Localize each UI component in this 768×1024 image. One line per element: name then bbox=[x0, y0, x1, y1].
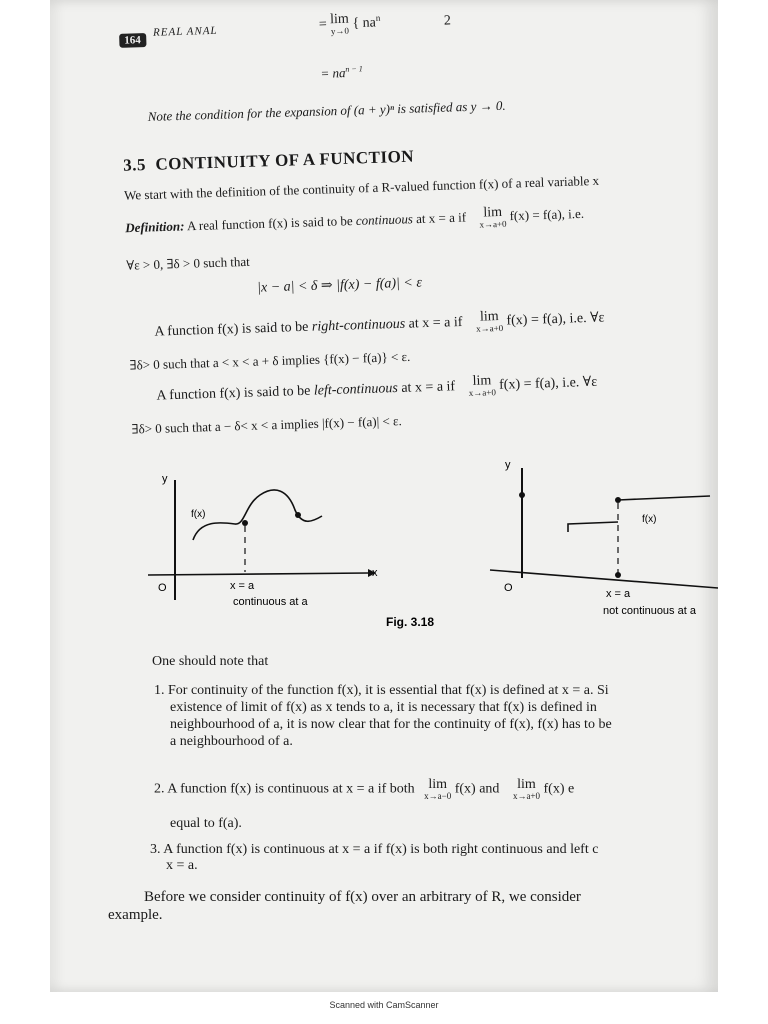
epsilon-equation: |x − a| < δ ⇒ |f(x) − f(a)| < ε bbox=[256, 275, 423, 296]
left-graph bbox=[148, 473, 378, 608]
epsilon-line: ∀ε > 0, ∃δ > 0 such that bbox=[126, 253, 251, 273]
scanned-page bbox=[50, 0, 718, 992]
note-item-2: 2. A function f(x) is continuous at x = a if both lim x→a−0 f(x) and lim x→a+0 f(x) e bbox=[154, 777, 575, 801]
left-a-label: x = a bbox=[230, 580, 255, 592]
notes-intro: One should note that bbox=[152, 654, 269, 669]
right-continuity-condition: ∃δ> 0 such that a < x < a + δ implies {f(x) − f(a)} < ε. bbox=[129, 348, 411, 373]
left-x-axis bbox=[148, 573, 368, 575]
left-continuity-condition: ∃δ> 0 such that a − δ< x < a implies |f(x) − f(a)| < ε. bbox=[131, 413, 402, 437]
right-caption: not continuous at a bbox=[603, 605, 696, 617]
right-x-axis bbox=[490, 570, 718, 588]
note-item-2-cont: equal to f(a). bbox=[170, 816, 242, 831]
right-point-base bbox=[615, 572, 621, 578]
left-continuity-line: A function f(x) is said to be left-continuous at x = a if lim x→a+0 f(x) = f(a), i.e. ∀ε bbox=[156, 373, 598, 404]
top-equation: = lim y→0 { $na^n$ 2 bbox=[318, 11, 452, 37]
right-origin: O bbox=[504, 582, 513, 594]
left-x-label: x bbox=[372, 567, 378, 579]
closing-paragraph: Before we consider continuity of f(x) over an arbitrary of R, we consider example. bbox=[108, 889, 581, 923]
note-item-3: 3. A function f(x) is continuous at x = a if f(x) is both right continuous and left c x = a. bbox=[150, 842, 599, 873]
top-limit: lim y→0 bbox=[329, 11, 350, 37]
left-y-label: y bbox=[162, 473, 168, 485]
right-left-branch bbox=[568, 522, 618, 532]
right-right-branch bbox=[618, 496, 710, 500]
second-equation: = $na^{n - 1}$ bbox=[320, 64, 363, 81]
left-origin: O bbox=[158, 582, 167, 594]
left-point-end bbox=[295, 512, 301, 518]
figure-caption: Fig. 3.18 bbox=[386, 615, 435, 629]
right-fx-label: f(x) bbox=[642, 514, 657, 525]
running-head: REAL ANAL bbox=[152, 24, 218, 39]
right-a-label: x = a bbox=[606, 588, 631, 600]
right-graph bbox=[490, 460, 718, 617]
right-point-a bbox=[615, 497, 621, 503]
scan-footer: Scanned with CamScanner bbox=[329, 1000, 439, 1010]
left-curve bbox=[193, 490, 322, 540]
definition-line: Definition: A real function f(x) is said to be continuous at x = a if lim x→a+0 f(x) = f(a), i.e. bbox=[124, 204, 585, 236]
note-line: Note the condition for the expansion of (a + y)ⁿ is satisfied as y → 0. bbox=[147, 97, 506, 124]
note-item-1: 1. For continuity of the function f(x), it is essential that f(x) is defined at x = a. Si existence of limit of f(x) as x tends to a, it is necessary that f(x) is defined in neighbourhood of a, it is now clear that for the continuity of f(x), f(x) has to be a neighbourhood of a. bbox=[154, 683, 612, 749]
right-y-label: y bbox=[505, 460, 511, 471]
left-point-a bbox=[242, 520, 248, 526]
right-continuity-line: A function f(x) is said to be right-continuous at x = a if lim x→a+0 f(x) = f(a), i.e. ∀ε bbox=[154, 309, 605, 340]
figure-3-18 bbox=[50, 460, 718, 640]
section-heading: 3.5 CONTINUITY OF A FUNCTION bbox=[122, 146, 415, 175]
left-fx-label: f(x) bbox=[191, 509, 206, 520]
page-number: 164 bbox=[119, 33, 146, 48]
section-intro: We start with the definition of the continuity of a R-valued function f(x) of a real variable x bbox=[123, 172, 600, 203]
left-caption: continuous at a bbox=[233, 596, 308, 608]
right-point-top bbox=[519, 492, 525, 498]
